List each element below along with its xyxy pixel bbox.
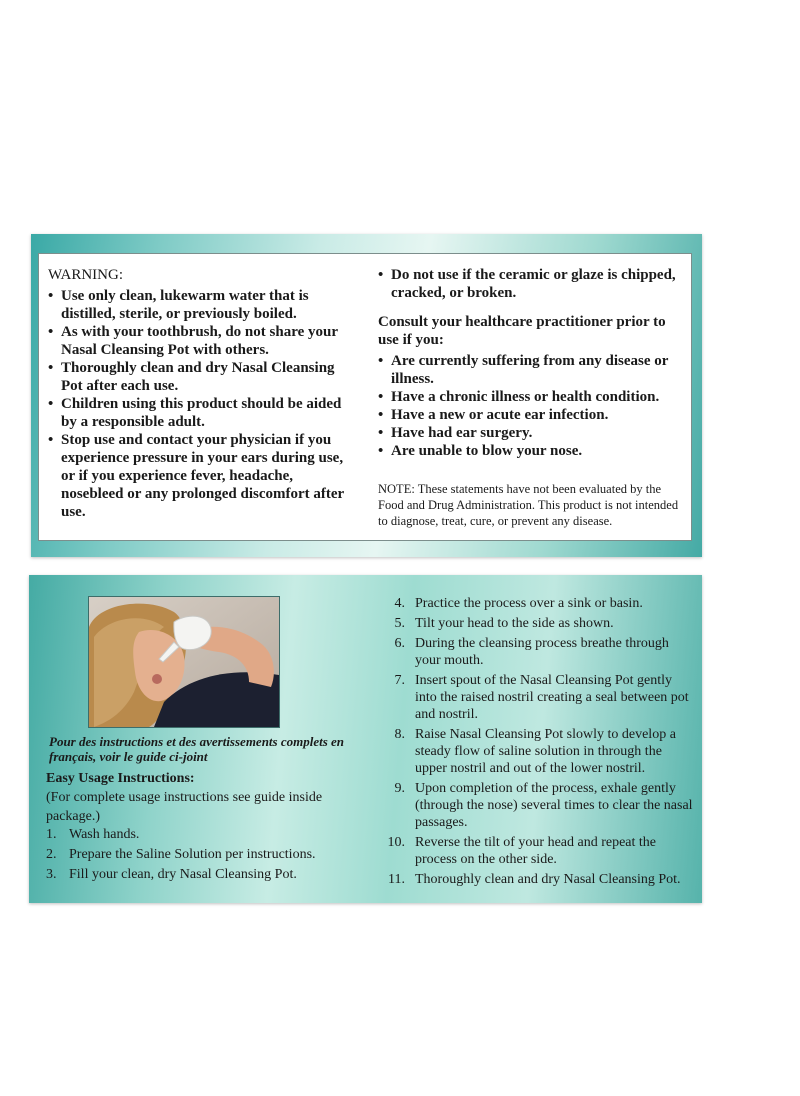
warning-item: • Children using this product should be aided by a responsible adult. <box>48 395 358 431</box>
photo-illustration <box>89 597 279 727</box>
step-text: Tilt your head to the side as shown. <box>415 616 614 631</box>
step-number: 8. <box>394 727 405 742</box>
usage-step <box>387 834 696 868</box>
warning-title: WARNING: <box>48 267 123 283</box>
usage-instructions <box>46 770 356 886</box>
step-text: During the cleansing process breathe through your mouth. <box>415 636 669 668</box>
usage-step <box>46 866 356 883</box>
step-text: Raise Nasal Cleansing Pot slowly to develop a steady flow of saline solution in through the upper nostril and out of the lower nostril. <box>415 727 676 776</box>
step-number: 11. <box>388 872 405 887</box>
usage-step <box>391 726 696 777</box>
step-text: Insert spout of the Nasal Cleansing Pot gently into the raised nostril creating a seal between pot and nostril. <box>415 673 689 722</box>
usage-step <box>46 846 356 863</box>
usage-subtitle: (For complete usage instructions see guide inside package.) <box>46 790 323 824</box>
french-instructions-caption: Pour des instructions et des avertissements complets en français, voir le guide ci-joint <box>49 734 345 764</box>
step-text: Fill your clean, dry Nasal Cleansing Pot. <box>69 867 297 882</box>
usage-step <box>391 615 696 632</box>
usage-steps-list <box>46 826 356 883</box>
step-text: Thoroughly clean and dry Nasal Cleansing Pot. <box>415 872 681 887</box>
consult-item: • Are currently suffering from any disease or illness. <box>378 352 688 388</box>
instructions-panel <box>29 575 702 903</box>
step-number: 5. <box>394 616 405 631</box>
usage-steps-list-continued <box>387 595 696 888</box>
step-number: 10. <box>387 835 405 850</box>
step-number: 6. <box>394 636 405 651</box>
warning-item: • Thoroughly clean and dry Nasal Cleansing Pot after each use. <box>48 359 358 395</box>
warning-box <box>38 253 692 541</box>
warning-item: • As with your toothbrush, do not share your Nasal Cleansing Pot with others. <box>48 323 358 359</box>
usage-step <box>391 635 696 669</box>
consult-title: Consult your healthcare practitioner prior to use if you: <box>378 314 666 348</box>
warning-column-left <box>48 266 358 521</box>
warning-item: • Use only clean, lukewarm water that is distilled, sterile, or previously boiled. <box>48 287 358 323</box>
step-number: 9. <box>394 781 405 796</box>
usage-step <box>391 672 696 723</box>
consult-item: • Have a chronic illness or health condition. <box>378 388 688 406</box>
step-number: 3. <box>46 867 57 882</box>
step-number: 7. <box>394 673 405 688</box>
usage-title: Easy Usage Instructions: <box>46 771 195 786</box>
usage-step <box>388 871 696 888</box>
step-text: Reverse the tilt of your head and repeat the process on the other side. <box>415 835 657 867</box>
warning-list-continued <box>378 266 688 302</box>
step-number: 4. <box>394 596 405 611</box>
woman-using-nasal-pot-photo <box>88 596 280 728</box>
step-text: Upon completion of the process, exhale gently (through the nose) several times to clear the nasal passages. <box>415 781 693 830</box>
warning-list <box>48 287 358 521</box>
usage-step <box>391 780 696 831</box>
consult-item: • Are unable to blow your nose. <box>378 442 688 460</box>
fda-note: NOTE: These statements have not been evaluated by the Food and Drug Administration. This product is not intended to diagnose, treat, cure, or prevent any disease. <box>378 482 679 528</box>
warning-item: • Stop use and contact your physician if you experience pressure in your ears during use, or if you experience fever, headache, nosebleed or any prolonged discomfort after use. <box>48 431 358 521</box>
consult-item: • Have had ear surgery. <box>378 424 688 442</box>
consult-list <box>378 352 688 460</box>
usage-step <box>391 595 696 612</box>
consult-item: • Have a new or acute ear infection. <box>378 406 688 424</box>
step-text: Practice the process over a sink or basin. <box>415 596 643 611</box>
step-text: Wash hands. <box>69 827 140 842</box>
usage-step <box>46 826 356 843</box>
step-number: 1. <box>46 827 57 842</box>
step-text: Prepare the Saline Solution per instructions. <box>69 847 316 862</box>
usage-steps-continued <box>387 595 696 891</box>
warning-column-right <box>378 266 688 529</box>
warning-item: • Do not use if the ceramic or glaze is chipped, cracked, or broken. <box>378 266 688 302</box>
step-number: 2. <box>46 847 57 862</box>
warning-panel <box>31 234 702 557</box>
